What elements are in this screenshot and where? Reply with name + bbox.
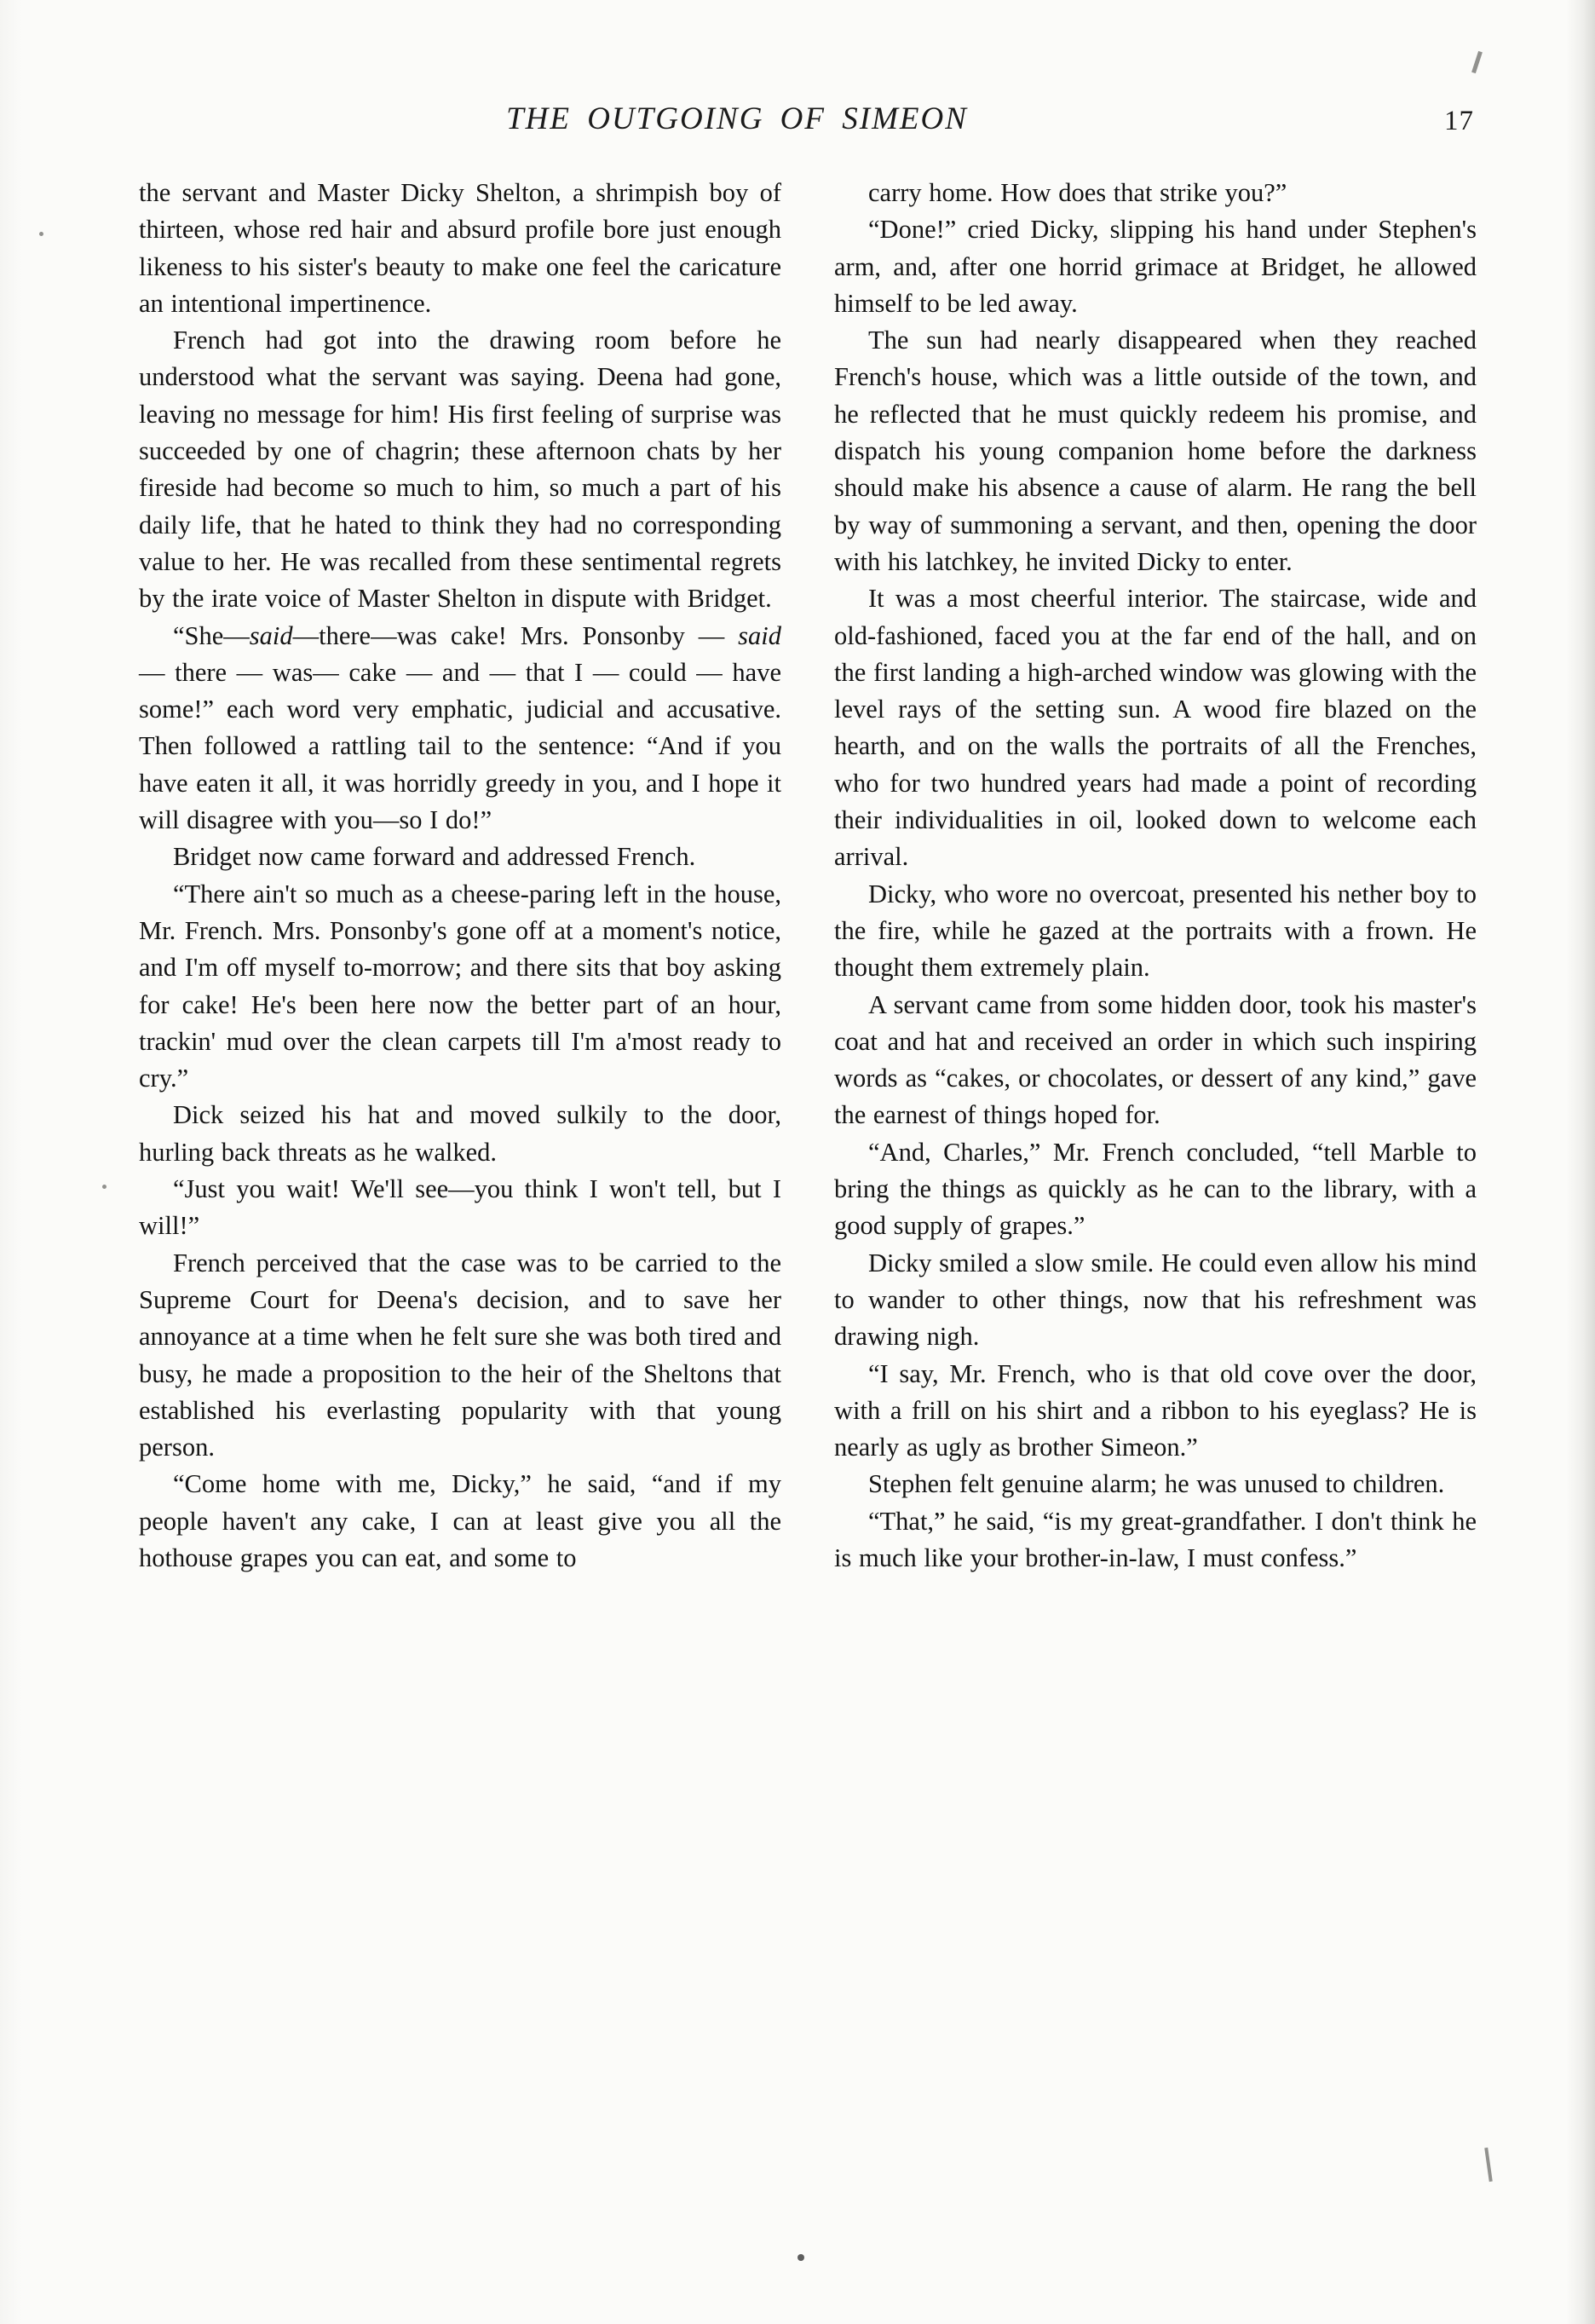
- paragraph: “There ain't so much as a cheese-paring left in the house, Mr. French. Mrs. Ponsonby's gone off at a moment's notice, and I'm off myself to-morrow; and there sits that boy asking for cake! He's been here now the better part of an hour, trackin' mud over the clean carpets till I'm a'most ready to cry.”: [139, 879, 781, 1093]
- paragraph: “That,” he said, “is my great-grandfather. I don't think he is much like your brother-in-law, I must confess.”: [834, 1506, 1477, 1572]
- page-header: [145, 101, 1474, 147]
- paragraph: Stephen felt genuine alarm; he was unused to children.: [868, 1469, 1445, 1499]
- paragraph: Dicky smiled a slow smile. He could even allow his mind to wander to other things, now that his refreshment was drawing nigh.: [834, 1248, 1477, 1352]
- paragraph: Bridget now came forward and addressed French.: [173, 842, 696, 872]
- paragraph: “She—said—there—was cake! Mrs. Ponsonby — said — there — was— cake — and — that I — could — have some!” each word very emphatic, judicial and accusative. Then followed a rattling tail to the sentence: “And if you have eaten it all, it was horridly greedy in you, and I hope it will disagree with you—so I do!”: [139, 620, 781, 835]
- left-text-column: [139, 175, 781, 1577]
- paragraph: A servant came from some hidden door, took his master's coat and hat and received an order in which such inspiring words as “cakes, or chocolates, or dessert of any kind,” gave the earnest of things hoped for.: [834, 989, 1477, 1130]
- right-text-column: [834, 175, 1477, 1577]
- paragraph: The sun had nearly disappeared when they reached French's house, which was a little outside of the town, and he reflected that he must quickly redeem his promise, and dispatch his young companion home before the darkness should make his absence a cause of alarm. He rang the bell by way of summoning a servant, and then, opening the door with his latchkey, he invited Dicky to enter.: [834, 326, 1477, 576]
- scan-artifact: [39, 232, 43, 236]
- paragraph: the servant and Master Dicky Shelton, a shrimpish boy of thirteen, whose red hair and absurd profile bore just enough likeness to his sister's beauty to make one feel the caricature an intentional impertinence.: [139, 178, 781, 318]
- page-left-edge-shadow: [0, 0, 22, 2324]
- paragraph: Dicky, who wore no overcoat, presented his nether boy to the fire, while he gazed at the portraits with a frown. He thought them extremely plain.: [834, 879, 1477, 983]
- scan-artifact: [102, 1185, 107, 1189]
- paragraph: “And, Charles,” Mr. French concluded, “tell Marble to bring the things as quickly as he can to the library, with a good supply of grapes.”: [834, 1137, 1477, 1241]
- paragraph: “I say, Mr. French, who is that old cove over the door, with a frill on his shirt and a ribbon to his eyeglass? He is nearly as ugly as brother Simeon.”: [834, 1358, 1477, 1462]
- scan-artifact: [1484, 2148, 1493, 2182]
- page-number: 17: [1444, 106, 1474, 136]
- paragraph: “Just you wait! We'll see—you think I won't tell, but I will!”: [139, 1174, 781, 1241]
- scan-artifact: [1471, 51, 1483, 73]
- paragraph: carry home. How does that strike you?”: [868, 178, 1287, 207]
- paragraph: French perceived that the case was to be carried to the Supreme Court for Deena's decision, and to save her annoyance at a time when he felt sure she was both tired and busy, he made a proposition to the heir of the Sheltons that established his everlasting popularity with that young person.: [139, 1248, 781, 1462]
- text-columns: [139, 175, 1477, 1577]
- running-title: THE OUTGOING OF SIMEON: [506, 101, 968, 136]
- paragraph: French had got into the drawing room before he understood what the servant was saying. Deena had gone, leaving no message for him! His first feeling of surprise was succeeded by one of chagrin; these afternoon chats by her fireside had become so much to him, so much a part of his daily life, that he hated to think they had no corresponding value to her. He was recalled from these sentimental regrets by the irate voice of Master Shelton in dispute with Bridget.: [139, 326, 781, 614]
- paragraph: It was a most cheerful interior. The staircase, wide and old-fashioned, faced you at the far end of the hall, and on the first landing a high-arched window was glowing with the level rays of the setting sun. A wood fire blazed on the hearth, and on the walls the portraits of all the Frenches, who for two hundred years had made a point of recording their individualities in oil, looked down to welcome each arrival.: [834, 584, 1477, 872]
- paragraph: “Come home with me, Dicky,” he said, “and if my people haven't any cake, I can at least give you all the hothouse grapes you can eat, and some to: [139, 1469, 781, 1572]
- page-right-edge-shadow: [1566, 0, 1595, 2324]
- paragraph: Dick seized his hat and moved sulkily to the door, hurling back threats as he walked.: [139, 1100, 781, 1167]
- page-bottom-mark: [798, 2254, 804, 2261]
- paragraph: “Done!” cried Dicky, slipping his hand under Stephen's arm, and, after one horrid grimace at Bridget, he allowed himself to be led away.: [834, 215, 1477, 318]
